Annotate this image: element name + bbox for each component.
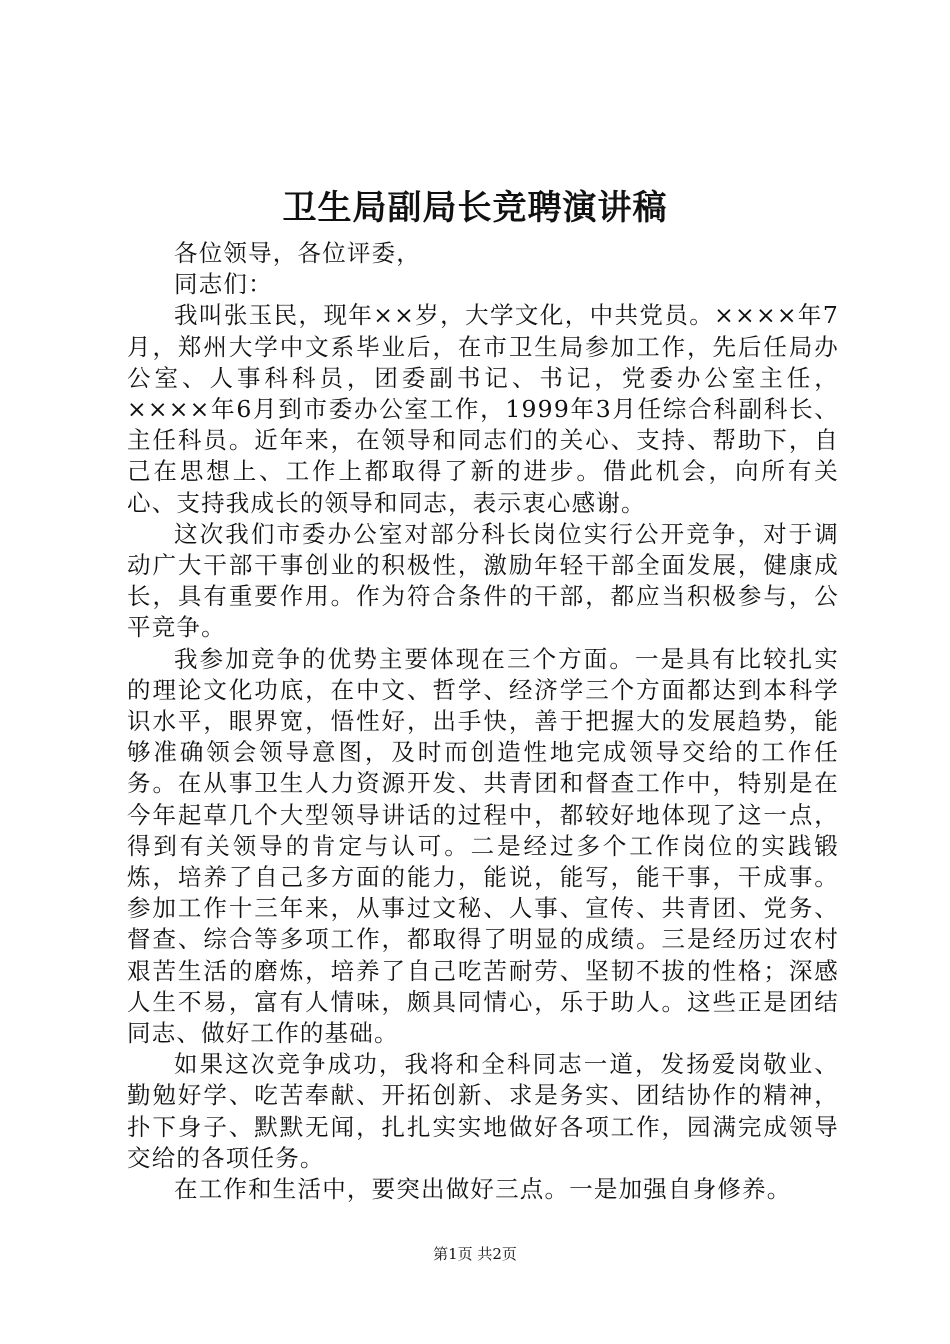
paragraph-introduction: 我叫张玉民，现年××岁，大学文化，中共党员。××××年7月，郑州大学中文系毕业后，在市卫生局参加工作，先后任局办公室、人事科科员，团委副书记、书记，党委办公室主任，××××年6月到市委办公室工作，1999年3月任综合科副科长、主任科员。近年来，在领导和同志们的关心、支持、帮助下，自己在思想上、工作上都取得了新的进步。借此机会，向所有关心、支持我成长的领导和同志，表示衷心感谢。 (127, 301, 839, 517)
document-title: 卫生局副局长竞聘演讲稿 (282, 188, 668, 228)
page-footer: 第1页 共2页 (433, 1245, 517, 1263)
document-body (127, 238, 839, 1205)
paragraph-salutation-1: 各位领导，各位评委， (174, 239, 421, 267)
paragraph-competition-purpose: 这次我们市委办公室对部分科长岗位实行公开竞争，对于调动广大干部干事创业的积极性，激励年轻干部全面发展，健康成长，具有重要作用。作为符合条件的干部，都应当积极参与，公平竞争。 (127, 519, 839, 642)
paragraph-salutation-2: 同志们： (174, 270, 273, 299)
paragraph-advantages: 我参加竞争的优势主要体现在三个方面。一是具有比较扎实的理论文化功底，在中文、哲学、经济学三个方面都达到本科学识水平，眼界宽，悟性好，出手快，善于把握大的发展趋势，能够准确领会领导意图，及时而创造性地完成领导交给的工作任务。在从事卫生人力资源开发、共青团和督查工作中，特别是在今年起草几个大型领导讲话的过程中，都较好地体现了这一点，得到有关领导的肯定与认可。二是经过多个工作岗位的实践锻炼，培养了自己多方面的能力，能说，能写，能干事，干成事。参加工作十三年来，从事过文秘、人事、宣传、共青团、党务、督查、综合等多项工作，都取得了明显的成绩。三是经历过农村艰苦生活的磨炼，培养了自己吃苦耐劳、坚韧不拔的性格；深感人生不易，富有人情味，颇具同情心，乐于助人。这些正是团结同志、做好工作的基础。 (127, 644, 839, 1048)
paragraph-commitment: 如果这次竞争成功，我将和全科同志一道，发扬爱岗敬业、勤勉好学、吃苦奉献、开拓创新、求是务实、团结协作的精神，扑下身子、默默无闻，扎扎实实地做好各项工作，园满完成领导交给的各项任务。 (127, 1050, 839, 1172)
paragraph-work-focus: 在工作和生活中，要突出做好三点。一是加强自身修养。 (174, 1175, 792, 1204)
